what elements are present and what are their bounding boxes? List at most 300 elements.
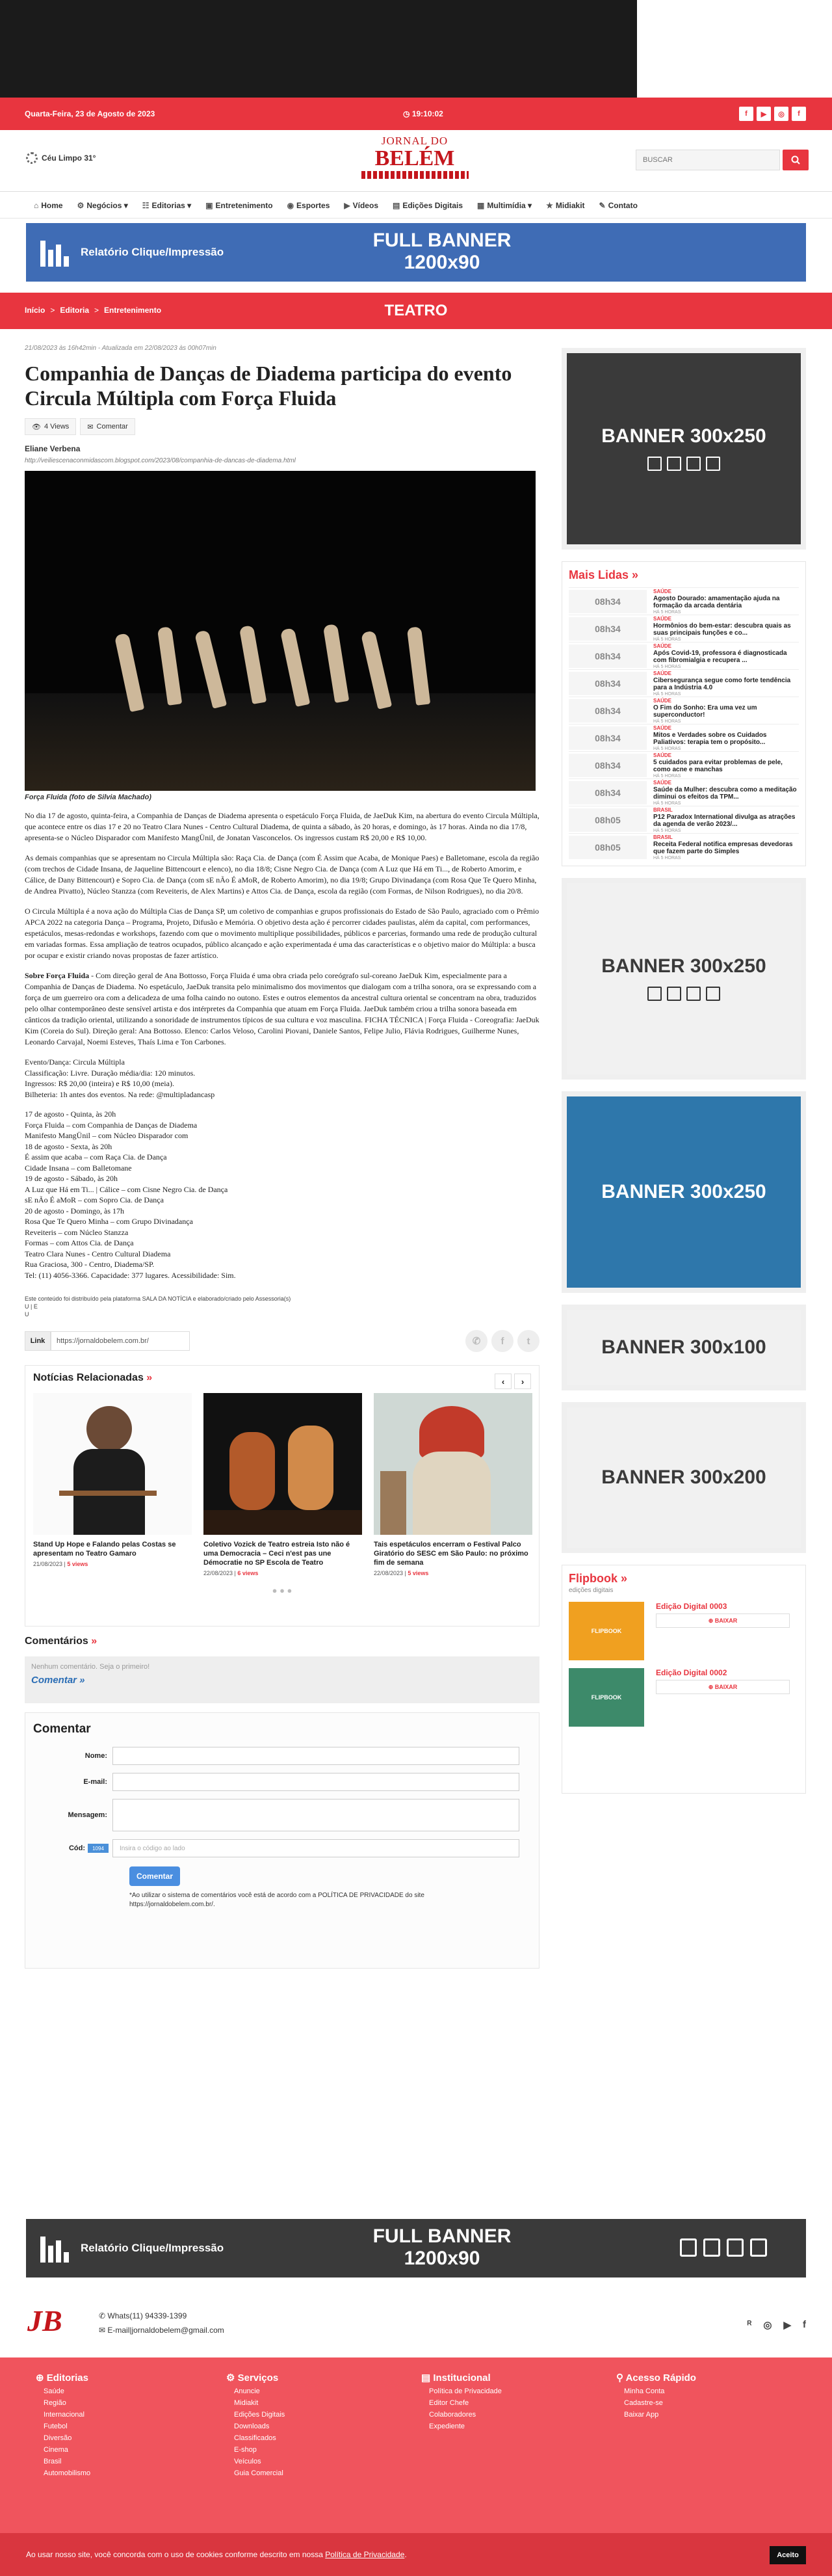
item-category: BRASIL <box>653 806 673 813</box>
schedule-line: Reveiteris – com Núcleo Stanzza <box>25 1227 129 1237</box>
footer-col-editorias <box>36 2372 90 2477</box>
footer-link[interactable]: Saúde <box>44 2387 64 2395</box>
file-icon <box>750 2238 767 2257</box>
article-paragraph <box>25 970 540 1048</box>
item-title: Agosto Dourado: amamentação ajuda na formação da arcada dentária <box>653 594 780 609</box>
weather-text: Céu Limpo 31° <box>42 153 96 163</box>
footer-link[interactable]: Baixar App <box>624 2411 659 2419</box>
media-icon: ▦ <box>477 200 485 210</box>
image-icon <box>680 2238 697 2257</box>
related-image <box>203 1393 362 1535</box>
share-row <box>25 1330 540 1352</box>
search-input[interactable] <box>636 150 780 170</box>
item-ago: HÁ 5 HORAS <box>653 637 681 642</box>
site-header <box>0 130 832 192</box>
item-ago: HÁ 5 HORAS <box>653 691 681 697</box>
most-read-item[interactable] <box>569 724 799 751</box>
comment-form <box>25 1712 540 1969</box>
views-count: 4 Views <box>44 423 70 431</box>
footer-link[interactable]: Downloads <box>234 2423 270 2430</box>
article-paragraph: As demais companhias que se apresentam no Circula Múltipla são: Raça Cia. de Dança (com É Assim que Acaba, de Monique Paes) e Balletomane, escola da região (com trechos de Cidade Insana, de Jaqueline Bittencourt e elenco), no dia 18/8; Cisne Negro Cia. de Dança (com A Luz que Há em Ti..., de Roberto Amorim, e Cálice, de Dany Bittencourt) e Sopro Cia. de Dança (com sE nÃo É aMoR, de Roberto Amorim), no dia 19/8; Grupo Divinadança (com Rosa Que Te Quero Minha, de Andrea Pivatto), Núcleo Stanzza (com Reveiteris, de Alex Martins) e Attos Cia. de Dança, escola da região (com Formas, de Nilson Rodrigues), no dia 20/8. <box>25 853 540 896</box>
cookie-message: Ao usar nosso site, você concorda com o uso de cookies conforme descrito em nossa <box>26 2550 326 2559</box>
footer-link[interactable]: Classificados <box>234 2434 276 2442</box>
footer-top <box>0 2289 832 2357</box>
carousel-arrows <box>495 1374 531 1389</box>
most-read <box>562 561 806 866</box>
comments-title-text: Comentários <box>25 1636 88 1647</box>
top-full-banner[interactable] <box>26 223 806 282</box>
cookie-text: Ao usar nosso site, você concorda com o uso de cookies conforme descrito em nossa Política de Privacidade. <box>26 2550 407 2559</box>
message-row <box>33 1799 531 1831</box>
paragraph-text: - Com direção geral de Ana Bottosso, Força Fluida é uma obra criada pelo coreógrafo sul-coreano JaeDuk Kim, especialmente para a Companhia de Danças de Diadema. No espetáculo, JaeDuk transita pelo minimalismo dos movimentos que dialogam com a trilha sonora, ora se expressando com a força de um guerreiro ora com a delicadeza de uma folha caindo no outono. Estes e outros elementos da ancestral cultura oriental se concentram na obra, traduzidos pelo olhar contemporâneo deste sensível artista e dos intérpretes da Companhia que atuam em Força Fluida. JaeDuk também criou a trilha sonora baseada em cânticos da tradição oriental, utilizando a sonoridade de instrumentos típicos de sua cultura e voz masculina. FICHA TÉCNICA | Força Fluida - Coreografia: JaeDuk Kim (Coreia do Sul). Direção geral: Ana Bottosso. Elenco: Carlos Veloso, Carolini Piovani, Daniele Santos, Felipe Julio, Flávia Rodrigues, Guilherme Nunes, Leonardo Carvajal, Noemi Esteves, Thaís Lima e Ton Carbones. <box>25 971 540 1046</box>
footer-contact <box>99 2309 224 2337</box>
nav-label: Vídeos <box>352 200 378 210</box>
views-text: 5 views <box>408 1570 429 1576</box>
distribution-note <box>25 1295 540 1318</box>
most-read-item[interactable] <box>569 587 799 615</box>
captcha-code: 1094 <box>88 1844 109 1853</box>
item-category: SAÚDE <box>653 615 672 622</box>
sidebar-banner-5[interactable] <box>562 1402 806 1553</box>
schedule-line: Cidade Insana – com Balletomane <box>25 1163 132 1173</box>
comments-title <box>25 1636 540 1647</box>
whatsapp-icon[interactable]: ✆ <box>465 1330 488 1352</box>
weather-widget <box>26 152 96 164</box>
item-category: SAÚDE <box>653 588 672 594</box>
home-icon: ⌂ <box>34 200 39 210</box>
related-title <box>33 1372 531 1384</box>
cookie-bar <box>0 2533 832 2576</box>
code-icon <box>686 987 701 1001</box>
code-icon <box>727 2238 744 2257</box>
youtube-icon[interactable]: ▶ <box>783 2320 791 2331</box>
sidebar-banner-4[interactable] <box>562 1305 806 1390</box>
info-line: Evento/Dança: Circula Múltipla <box>25 1057 125 1067</box>
youtube-icon[interactable]: ▶ <box>757 107 771 121</box>
bottom-full-banner[interactable] <box>26 2219 806 2277</box>
comment-button[interactable] <box>80 418 135 435</box>
footer-link[interactable]: Diversão <box>44 2434 72 2442</box>
item-time: 08h34 <box>569 672 647 695</box>
most-read-title: Mais Lidas » <box>569 568 639 581</box>
event-schedule <box>25 1109 540 1281</box>
current-date: Quarta-Feira, 23 de Agosto de 2023 <box>25 109 155 118</box>
flipbook-name[interactable]: Edição Digital 0002 <box>656 1668 727 1677</box>
footer-link[interactable]: Cadastre-se <box>624 2399 663 2407</box>
banner-size-text: FULL BANNER 1200x90 <box>372 230 512 273</box>
banner-report-text: Relatório Clique/Impressão <box>81 2242 224 2254</box>
sidebar-banner-3[interactable] <box>562 1091 806 1293</box>
related-card-title: Tais espetáculos encerram o Festival Palco Giratório do SESC em São Paulo: no próximo fim de semana <box>374 1541 528 1567</box>
email-row <box>33 1773 531 1791</box>
date-text: 21/08/2023 <box>33 1561 63 1567</box>
nav-label: Negócios ▾ <box>86 200 128 210</box>
logo-line-2: BELÉM <box>374 146 455 170</box>
name-label: Nome: <box>84 1752 107 1760</box>
note-line: U <box>25 1311 29 1318</box>
instagram-icon[interactable]: ◎ <box>774 107 788 121</box>
schedule-line: Rosa Que Te Quero Minha – com Grupo Divinadança <box>25 1217 193 1226</box>
privacy-notice: *Ao utilizar o sistema de comentários você está de acordo com a POLÍTICA DE PRIVACIDADE do site https://jornaldobelem.com.br/. <box>129 1892 424 1908</box>
schedule-line: A Luz que Há em Ti... | Cálice – com Cisne Negro Cia. de Dança <box>25 1184 228 1194</box>
article-column <box>25 345 540 1969</box>
footer-link[interactable]: Minha Conta <box>624 2387 665 2395</box>
footer-link[interactable]: Automobilismo <box>44 2469 91 2477</box>
banner-text: BANNER 300x100 <box>601 1336 766 1358</box>
schedule-line: Manifesto MangÜnil – com Núcleo Disparador com <box>25 1131 188 1140</box>
nav-contato[interactable] <box>599 201 638 210</box>
sidebar-banner-1[interactable] <box>562 348 806 550</box>
video-icon <box>667 987 681 1001</box>
item-category: SAÚDE <box>653 670 672 676</box>
photo-dancer <box>239 625 267 704</box>
related-card-date: 22/08/2023 | 6 views <box>203 1570 259 1576</box>
top-info-bar <box>0 98 832 130</box>
captcha-field[interactable]: Insira o código ao lado <box>112 1839 519 1857</box>
nav-multimidia[interactable] <box>477 201 532 210</box>
item-ago: HÁ 5 HORAS <box>653 719 681 724</box>
banner-text: BANNER 300x250 <box>601 955 766 977</box>
nav-esportes[interactable] <box>287 201 330 210</box>
related-news <box>25 1365 540 1627</box>
related-card-date: 22/08/2023 | 5 views <box>374 1570 429 1576</box>
flipbook-name[interactable]: Edição Digital 0003 <box>656 1602 727 1611</box>
email-label: E-mail: <box>83 1778 107 1786</box>
most-read-item[interactable] <box>569 615 799 642</box>
item-title: O Fim do Sonho: Era uma vez um superconductor! <box>653 704 757 719</box>
paragraph-heading: Sobre Força Fluida <box>25 971 90 980</box>
photo-stage <box>25 693 536 791</box>
footer-link[interactable]: Editor Chefe <box>429 2399 469 2407</box>
footer-links <box>0 2357 832 2533</box>
file-icon <box>706 457 720 471</box>
chevron-right-icon: » <box>91 1636 98 1647</box>
file-icon <box>706 987 720 1001</box>
info-line: Bilheteria: 1h antes dos eventos. Na rede: @multipladancasp <box>25 1089 215 1099</box>
logo-line-1: JORNAL DO <box>381 135 448 147</box>
footer-link[interactable]: Midiakit <box>234 2399 259 2407</box>
item-title: Mitos e Verdades sobre os Cuidados Paliativos: terapia tem o propósito... <box>653 731 767 746</box>
date-text: 22/08/2023 <box>203 1570 233 1576</box>
footer-link[interactable]: Anuncie <box>234 2387 260 2395</box>
article-paragraph: O Circula Múltipla é a nova ação do Múltipla Cias de Dança SP, um coletivo de companhias e grupos profissionais do Estado de São Paulo, agraciado com o Prêmio APCA 2022 na categoria Dança – Programa, Projeto, Difusão e Memória. O objetivo desta ação é percorrer cidades paulistas, além da capital, com performances, espetáculos, mesas-redondas e workshops, fazendo com que o movimento multiplique possibilidades, públicos e parcerias, formando uma rede de produção cultural em variadas formas. Essa ampliação de teatros ocupados, público alcançado e ação experimentada é uma das características e o objetivo maior do Múltipla: a busca por ocupar e existir criando novas propostas de fazer artístico. <box>25 907 540 960</box>
related-card[interactable] <box>374 1393 532 1576</box>
item-title: 5 cuidados para evitar problemas de pele, como acne e manchas <box>653 758 783 773</box>
facebook-icon[interactable]: f <box>803 2319 806 2330</box>
footer-social <box>747 2319 806 2331</box>
chevron-right-icon: » <box>146 1372 153 1383</box>
footer-link[interactable]: Política de Privacidade <box>429 2387 502 2395</box>
info-line: Classificação: Livre. Duração média/dia: 120 minutos. <box>25 1068 196 1078</box>
schedule-line: Tel: (11) 4056-3366. Capacidade: 377 lugares. Acessibilidade: Sim. <box>25 1270 236 1280</box>
sidebar <box>562 348 806 1794</box>
most-read-item[interactable] <box>569 751 799 778</box>
most-read-text: Mais Lidas <box>569 568 629 581</box>
prev-arrow-icon[interactable]: ‹ <box>495 1374 512 1389</box>
code-label: Cód: <box>68 1844 85 1852</box>
item-ago: HÁ 5 HORAS <box>653 828 681 833</box>
related-card-date: 21/08/2023 | 5 views <box>33 1561 88 1567</box>
schedule-line: Teatro Clara Nunes - Centro Cultural Diadema <box>25 1249 171 1258</box>
related-card[interactable] <box>203 1393 362 1576</box>
note-line: Este conteúdo foi distribuído pela plataforma SALA DA NOTÍCIA e elaborado/criado pelo Assessoria(s) <box>25 1295 291 1302</box>
ball-icon: ◉ <box>287 200 294 210</box>
related-image <box>374 1393 532 1535</box>
footer-col-title: ▤ Institucional <box>421 2372 491 2383</box>
most-read-item[interactable] <box>569 778 799 806</box>
name-row <box>33 1747 531 1765</box>
related-image <box>33 1393 192 1535</box>
event-info <box>25 1057 540 1100</box>
video-icon <box>703 2238 720 2257</box>
footer-link[interactable]: Brasil <box>44 2458 62 2465</box>
nav-editorias[interactable] <box>142 201 191 210</box>
nav-label: Edições Digitais <box>402 200 463 210</box>
no-comments-text: Nenhum comentário. Seja o primeiro! <box>31 1663 150 1671</box>
logo-stripe <box>361 171 469 179</box>
banner-text: BANNER 300x250 <box>601 425 766 447</box>
article-actions <box>25 418 540 435</box>
nav-label: Esportes <box>296 200 330 210</box>
accept-cookies-button[interactable]: Aceito <box>770 2546 806 2564</box>
schedule-line: 19 de agosto - Sábado, às 20h <box>25 1174 118 1183</box>
nav-entretenimento[interactable] <box>205 201 272 210</box>
share-buttons <box>465 1330 540 1352</box>
link-label: Link <box>25 1331 51 1351</box>
item-category: SAÚDE <box>653 752 672 758</box>
article-paragraph: No dia 17 de agosto, quinta-feira, a Companhia de Danças de Diadema apresenta o espetáculo Força Fluida, de JaeDuk Kim, na abertura do evento Circula Múltipla, que acontece entre os dias 17 e 20 no Teatro Clara Nunes - Centro Cultural Diadema, de quinta a sábado, às 20 horas, e domingo, às 17 horas. Ainda no dia 17/8, apresenta-se o Núcleo Disparador com Manifesto MangÜnil, de Jonatan Vasconcelos. Os ingressos custam R$ 20,00 e R$ 10,00. <box>25 811 540 842</box>
flipbook-cover[interactable]: FLIPBOOK <box>569 1602 644 1660</box>
breadcrumb-separator: > <box>50 306 55 315</box>
top-blank-area <box>637 0 832 98</box>
footer-col-title: ⚲ Acesso Rápido <box>616 2372 696 2383</box>
play-icon: ▶ <box>344 200 350 210</box>
most-read-item[interactable] <box>569 642 799 669</box>
most-read-item[interactable] <box>569 669 799 697</box>
schedule-line: 20 de agosto - Domingo, às 17h <box>25 1206 124 1215</box>
item-ago: HÁ 5 HORAS <box>653 609 681 615</box>
screen-icon: ▣ <box>205 200 213 210</box>
name-field[interactable] <box>112 1747 519 1765</box>
message-field[interactable] <box>112 1799 519 1831</box>
footer-link[interactable]: E-shop <box>234 2446 257 2454</box>
item-title: Saúde da Mulher: descubra como a meditação diminui os efeitos da TPM... <box>653 786 797 801</box>
instagram-icon[interactable]: ◎ <box>763 2320 772 2331</box>
related-card-title: Coletivo Vozick de Teatro estreia Isto não é uma Democracia – Ceci n'est pas une Démocratie no SP Escola de Teatro <box>203 1541 350 1567</box>
footer-link[interactable]: Internacional <box>44 2411 84 2419</box>
nav-label: Home <box>41 200 63 210</box>
views-text: 6 views <box>237 1570 259 1576</box>
email-field[interactable] <box>112 1773 519 1791</box>
sidebar-banner-2[interactable] <box>562 878 806 1080</box>
item-title: Após Covid-19, professora é diagnosticada com fibromialgia e recupera ... <box>653 649 787 664</box>
article-author: Eliane Verbena <box>25 444 81 453</box>
site-logo[interactable] <box>350 135 480 185</box>
item-category: BRASIL <box>653 834 673 840</box>
flipbook-title: Flipbook » <box>569 1572 628 1585</box>
video-icon <box>667 457 681 471</box>
flipbook-cover[interactable]: FLIPBOOK <box>569 1668 644 1727</box>
related-card[interactable] <box>33 1393 192 1576</box>
comments-section <box>25 1636 540 1703</box>
nav-edicoes-digitais[interactable] <box>393 201 463 210</box>
nav-label: Contato <box>608 200 638 210</box>
book-icon: ▤ <box>393 200 400 210</box>
footer-logo[interactable]: JB <box>27 2304 62 2337</box>
views-text: 5 views <box>67 1561 88 1567</box>
nav-midiakit[interactable] <box>546 201 584 210</box>
next-arrow-icon[interactable]: › <box>514 1374 531 1389</box>
download-button[interactable]: ⊕ BAIXAR <box>656 1613 790 1628</box>
search-form <box>636 150 809 170</box>
report-chart-icon <box>40 2234 70 2263</box>
nav-label: Entretenimento <box>215 200 273 210</box>
item-ago: HÁ 5 HORAS <box>653 746 681 751</box>
footer-email[interactable]: ✉ E-mail|jornaldobelem@gmail.com <box>99 2326 224 2335</box>
banner-report-text: Relatório Clique/Impressão <box>81 246 224 258</box>
footer-link[interactable]: Cinema <box>44 2446 68 2454</box>
footer-col-title: ⊕ Editorias <box>36 2372 88 2383</box>
item-title: Cibersegurança segue como forte tendência para a Indústria 4.0 <box>653 676 791 691</box>
article-source[interactable]: http://veiliescenaconmidascom.blogspot.com/2023/08/companhia-de-dancas-de-diadema.html <box>25 457 296 464</box>
note-line: U | E <box>25 1303 38 1310</box>
nav-negocios[interactable] <box>77 201 128 210</box>
nav-home[interactable] <box>34 201 63 210</box>
item-ago: HÁ 5 HORAS <box>653 801 681 806</box>
image-icon <box>647 987 662 1001</box>
item-time: 08h34 <box>569 754 647 777</box>
flipbook-item <box>569 1602 799 1660</box>
download-button[interactable]: ⊕ BAIXAR <box>656 1680 790 1694</box>
item-time: 08h34 <box>569 726 647 750</box>
footer-col-servicos <box>226 2372 285 2477</box>
main-nav <box>0 193 832 219</box>
footer-link[interactable]: Futebol <box>44 2423 68 2430</box>
schedule-line: Formas – com Attos Cia. de Dança <box>25 1238 134 1247</box>
article-photo <box>25 471 536 791</box>
search-button[interactable] <box>783 150 809 170</box>
schedule-line: É assim que acaba – com Raça Cia. de Dança <box>25 1152 167 1162</box>
photo-caption: Força Fluida (foto de Silvia Machado) <box>25 793 151 801</box>
breadcrumb-editoria[interactable]: Editoria <box>60 306 90 315</box>
comment-icon: ✉ <box>87 423 94 431</box>
star-icon: ★ <box>546 200 553 210</box>
related-card-title: Stand Up Hope e Falando pelas Costas se apresentam no Teatro Gamaro <box>33 1541 176 1558</box>
footer-whatsapp[interactable]: ✆ Whats(11) 94339-1399 <box>99 2311 187 2320</box>
nav-label: Midiakit <box>555 200 585 210</box>
facebook-icon[interactable]: f <box>739 107 753 121</box>
nav-label: Editorias ▾ <box>151 200 192 210</box>
comment-link[interactable]: Comentar » <box>31 1675 85 1686</box>
time-value: 19:10:02 <box>411 109 443 118</box>
twitter-icon[interactable]: t <box>517 1330 540 1352</box>
nav-label: Multimídia ▾ <box>487 200 532 210</box>
item-time: 08h34 <box>569 644 647 668</box>
search-icon <box>791 155 800 165</box>
related-title-text: Notícias Relacionadas <box>33 1372 144 1383</box>
item-category: SAÚDE <box>653 697 672 704</box>
views-badge <box>25 418 76 435</box>
code-row <box>33 1839 531 1857</box>
comment-label: Comentar <box>96 423 128 431</box>
sun-icon <box>26 152 38 164</box>
flipbook-section <box>562 1565 806 1794</box>
banner-text: BANNER 300x250 <box>601 1181 766 1202</box>
breadcrumb-separator: > <box>94 306 99 315</box>
section-title: TEATRO <box>384 302 448 319</box>
submit-comment-button[interactable]: Comentar <box>129 1866 180 1886</box>
privacy-link[interactable]: Política de Privacidade <box>325 2550 405 2559</box>
facebook-icon[interactable]: f <box>792 107 806 121</box>
item-title: P12 Paradox International divulga as atrações da agenda de verão 2023/... <box>653 813 796 828</box>
item-time: 08h05 <box>569 836 647 859</box>
footer-link[interactable]: Guia Comercial <box>234 2469 283 2477</box>
footer-col-title: ⚙ Serviços <box>226 2372 279 2383</box>
flipbook-subtitle: edições digitais <box>569 1587 614 1594</box>
article-body <box>25 810 540 1281</box>
image-icon <box>647 457 662 471</box>
form-title: Comentar <box>33 1722 91 1736</box>
item-title: Hormônios do bem-estar: descubra quais as suas principais funções e co... <box>653 622 791 637</box>
most-read-item[interactable] <box>569 697 799 724</box>
report-chart-icon <box>40 238 70 267</box>
eye-icon: 👁 <box>32 423 41 431</box>
item-category: SAÚDE <box>653 724 672 731</box>
carousel-dots[interactable]: ● ● ● <box>272 1586 292 1595</box>
schedule-line: sE nÃo É aMoR – com Sopro Cia. de Dança <box>25 1195 164 1204</box>
code-icon <box>686 457 701 471</box>
footer-link[interactable]: Expediente <box>429 2423 465 2430</box>
item-title: Receita Federal notifica empresas devedoras que fazem parte do Simples <box>653 840 793 855</box>
info-line: Ingressos: R$ 20,00 (inteira) e R$ 10,00 (meia). <box>25 1079 174 1088</box>
item-category: SAÚDE <box>653 643 672 649</box>
category-bar <box>0 293 832 329</box>
schedule-line: Força Fluida – com Companhia de Danças de Diadema <box>25 1120 198 1130</box>
flipbook-item <box>569 1668 799 1727</box>
link-field[interactable]: https://jornaldobelem.com.br/ <box>51 1331 190 1351</box>
gear-icon: ⚙ <box>77 200 84 210</box>
nav-videos[interactable] <box>344 201 378 210</box>
item-ago: HÁ 5 HORAS <box>653 855 681 860</box>
most-read-item[interactable] <box>569 806 799 833</box>
flipbook-title-text: Flipbook <box>569 1572 618 1585</box>
banner-icons <box>647 457 720 471</box>
item-ago: HÁ 5 HORAS <box>653 664 681 669</box>
message-label: Mensagem: <box>68 1811 107 1819</box>
footer-link[interactable]: Veículos <box>234 2458 261 2465</box>
item-time: 08h34 <box>569 590 647 613</box>
facebook-icon[interactable]: f <box>491 1330 514 1352</box>
footer-col-acesso <box>616 2372 696 2419</box>
related-cards <box>33 1393 531 1576</box>
most-read-item[interactable] <box>569 833 799 860</box>
item-ago: HÁ 5 HORAS <box>653 773 681 778</box>
footer-link[interactable]: Região <box>44 2399 66 2407</box>
banner-text: BANNER 300x200 <box>601 1467 766 1488</box>
pencil-icon: ✎ <box>599 200 606 210</box>
item-time: 08h34 <box>569 617 647 641</box>
footer-link[interactable]: Colaboradores <box>429 2411 476 2419</box>
article-meta: 21/08/2023 às 16h42min - Atualizada em 22/08/2023 às 00h07min <box>25 345 216 352</box>
item-time: 08h34 <box>569 781 647 804</box>
footer-link[interactable]: Edições Digitais <box>234 2411 285 2419</box>
item-time: 08h34 <box>569 699 647 723</box>
rss-icon[interactable]: ᴿ <box>747 2319 752 2330</box>
banner-size-text: FULL BANNER 1200x90 <box>372 2225 512 2269</box>
current-time: ◷ 19:10:02 <box>403 109 443 118</box>
breadcrumb-entretenimento[interactable]: Entretenimento <box>104 306 162 315</box>
breadcrumb-home[interactable]: Início <box>25 306 46 315</box>
